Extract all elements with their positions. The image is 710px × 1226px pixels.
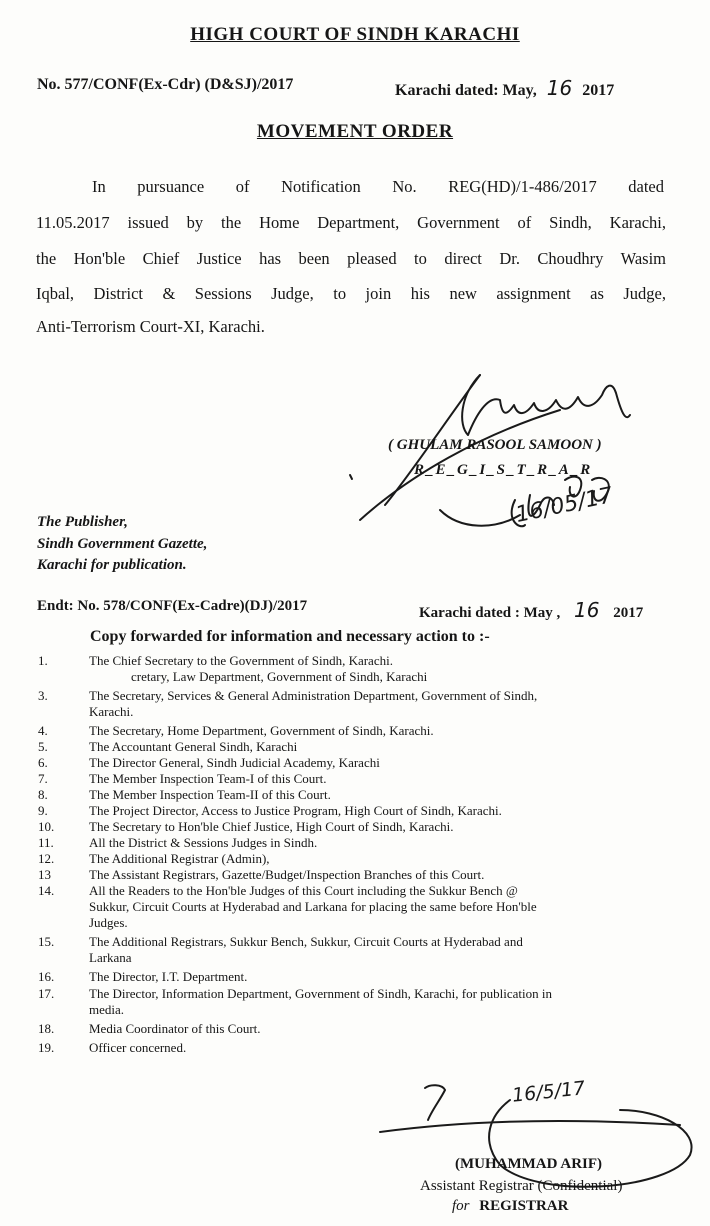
distribution-item-text: The Additional Registrar (Admin), [89, 851, 270, 866]
distribution-item-number: 13 [38, 867, 51, 882]
assistant-registrar-designation: Assistant Registrar (Confidential) [420, 1178, 623, 1194]
distribution-item-number: 7. [38, 771, 48, 786]
distribution-item-number: 10. [38, 819, 55, 834]
order-title: MOVEMENT ORDER [256, 121, 454, 142]
distribution-item [0, 851, 710, 867]
distribution-item [0, 819, 710, 835]
distribution-item-text: Larkana [89, 950, 132, 965]
assistant-registrar-name: (MUHAMMAD ARIF) [455, 1156, 603, 1172]
distribution-item-text: Officer concerned. [89, 1040, 187, 1055]
distribution-item-text: media. [89, 1002, 125, 1017]
order-reference-number: No. 577/CONF(Ex-Cdr) (D&SJ)/2017 [37, 76, 294, 93]
distribution-item-number: 4. [38, 723, 48, 738]
order-body-line: 11.05.2017 issued by the Home Department, Government of Sindh, Karachi, [36, 213, 666, 232]
distribution-item [0, 803, 710, 819]
distribution-item-text: Sukkur, Circuit Courts at Hyderabad and Larkana for placing the same before Hon'ble [89, 899, 537, 914]
distribution-item [0, 755, 710, 771]
distribution-item [0, 986, 710, 1018]
order-date [395, 76, 614, 100]
distribution-item-text: The Additional Registrars, Sukkur Bench, Sukkur, Circuit Courts at Hyderabad and [89, 934, 523, 949]
court-title: HIGH COURT OF SINDH KARACHI [190, 24, 520, 45]
distribution-item-text: The Director, Information Department, Government of Sindh, Karachi, for publication in [89, 986, 553, 1001]
distribution-item-number: 5. [38, 739, 48, 754]
endorsement-date-day: 16 [573, 598, 600, 622]
distribution-item-number: 1. [38, 653, 48, 668]
distribution-item-text: All the Readers to the Hon'ble Judges of this Court including the Sukkur Bench @ [89, 883, 518, 898]
distribution-item [0, 653, 710, 669]
distribution-item-text: The Chief Secretary to the Government of Sindh, Karachi. [89, 653, 393, 668]
distribution-item-text: The Accountant General Sindh, Karachi [89, 739, 298, 754]
distribution-item-text: The Director, I.T. Department. [89, 969, 248, 984]
distribution-item-number: 8. [38, 787, 48, 802]
publisher-line: Sindh Government Gazette, [37, 536, 208, 552]
order-body-line: Anti-Terrorism Court-XI, Karachi. [36, 317, 265, 336]
distribution-item-text: cretary, Law Department, Government of Sindh, Karachi [131, 669, 428, 684]
distribution-item-text: The Assistant Registrars, Gazette/Budget/Inspection Branches of this Court. [89, 867, 485, 882]
distribution-item-number: 12. [38, 851, 55, 866]
endorsement-reference-number: Endt: No. 578/CONF(Ex-Cadre)(DJ)/2017 [37, 598, 308, 614]
endorsement-date-year: 2017 [613, 605, 644, 621]
distribution-item [0, 969, 710, 985]
endorsement-date [419, 598, 643, 622]
distribution-item [0, 771, 710, 787]
distribution-item-number: 9. [38, 803, 48, 818]
distribution-item-text: Media Coordinator of this Court. [89, 1021, 261, 1036]
distribution-item [0, 1040, 710, 1056]
order-body-line: In pursuance of Notification No. REG(HD)/1-486/2017 dated [92, 177, 664, 196]
publisher-line: The Publisher, [37, 514, 128, 530]
distribution-item-number: 19. [38, 1040, 55, 1055]
distribution-item-number: 14. [38, 883, 55, 898]
distribution-item-text: The Project Director, Access to Justice Program, High Court of Sindh, Karachi. [89, 803, 502, 818]
registrar-handwritten-date: 16/05/17 [513, 483, 616, 528]
registrar-designation: R_E_G_I_S_T_R_A_R [414, 462, 593, 478]
distribution-item-text: The Secretary, Services & General Administration Department, Government of Sindh, [89, 688, 538, 703]
publisher-line: Karachi for publication. [37, 557, 187, 573]
distribution-item [0, 1021, 710, 1037]
distribution-item [0, 723, 710, 739]
distribution-item-text: The Secretary, Home Department, Government of Sindh, Karachi. [89, 723, 434, 738]
distribution-item-number: 3. [38, 688, 48, 703]
distribution-item-text: The Member Inspection Team-I of this Court. [89, 771, 327, 786]
order-date-prefix: Karachi dated: May, [395, 82, 537, 99]
copy-forwarded-heading: Copy forwarded for information and necessary action to :- [90, 628, 490, 645]
distribution-item-number: 6. [38, 755, 48, 770]
distribution-item-number: 17. [38, 986, 55, 1001]
order-body-line: Iqbal, District & Sessions Judge, to join his new assignment as Judge, [36, 284, 666, 303]
order-body-line: the Hon'ble Chief Justice has been pleased to direct Dr. Choudhry Wasim [36, 249, 666, 268]
distribution-item [0, 835, 710, 851]
distribution-item-text: Judges. [89, 915, 128, 930]
order-date-year: 2017 [582, 82, 615, 99]
distribution-item-text: The Secretary to Hon'ble Chief Justice, High Court of Sindh, Karachi. [89, 819, 454, 834]
distribution-item [0, 688, 710, 720]
for-office: REGISTRAR [479, 1198, 569, 1214]
distribution-item-text: All the District & Sessions Judges in Sindh. [89, 835, 318, 850]
distribution-item-text: The Director General, Sindh Judicial Academy, Karachi [89, 755, 380, 770]
registrar-name: ( GHULAM RASOOL SAMOON ) [388, 437, 602, 453]
distribution-list [0, 653, 710, 1056]
distribution-item-number: 11. [38, 835, 54, 850]
distribution-item [0, 867, 710, 883]
distribution-item-number: 16. [38, 969, 55, 984]
for-prefix: for [452, 1198, 470, 1214]
distribution-item-text: The Member Inspection Team-II of this Court. [89, 787, 331, 802]
distribution-item [0, 787, 710, 803]
distribution-item [0, 739, 710, 755]
distribution-item [0, 669, 710, 685]
endorsement-date-prefix: Karachi dated : May , [419, 605, 561, 621]
distribution-item [0, 934, 710, 966]
distribution-item [0, 883, 710, 931]
distribution-item-number: 15. [38, 934, 55, 949]
order-date-day: 16 [546, 76, 573, 100]
for-registrar [452, 1198, 568, 1215]
distribution-item-number: 18. [38, 1021, 55, 1036]
assistant-handwritten-date: 16/5/17 [511, 1077, 587, 1107]
distribution-item-text: Karachi. [89, 704, 134, 719]
